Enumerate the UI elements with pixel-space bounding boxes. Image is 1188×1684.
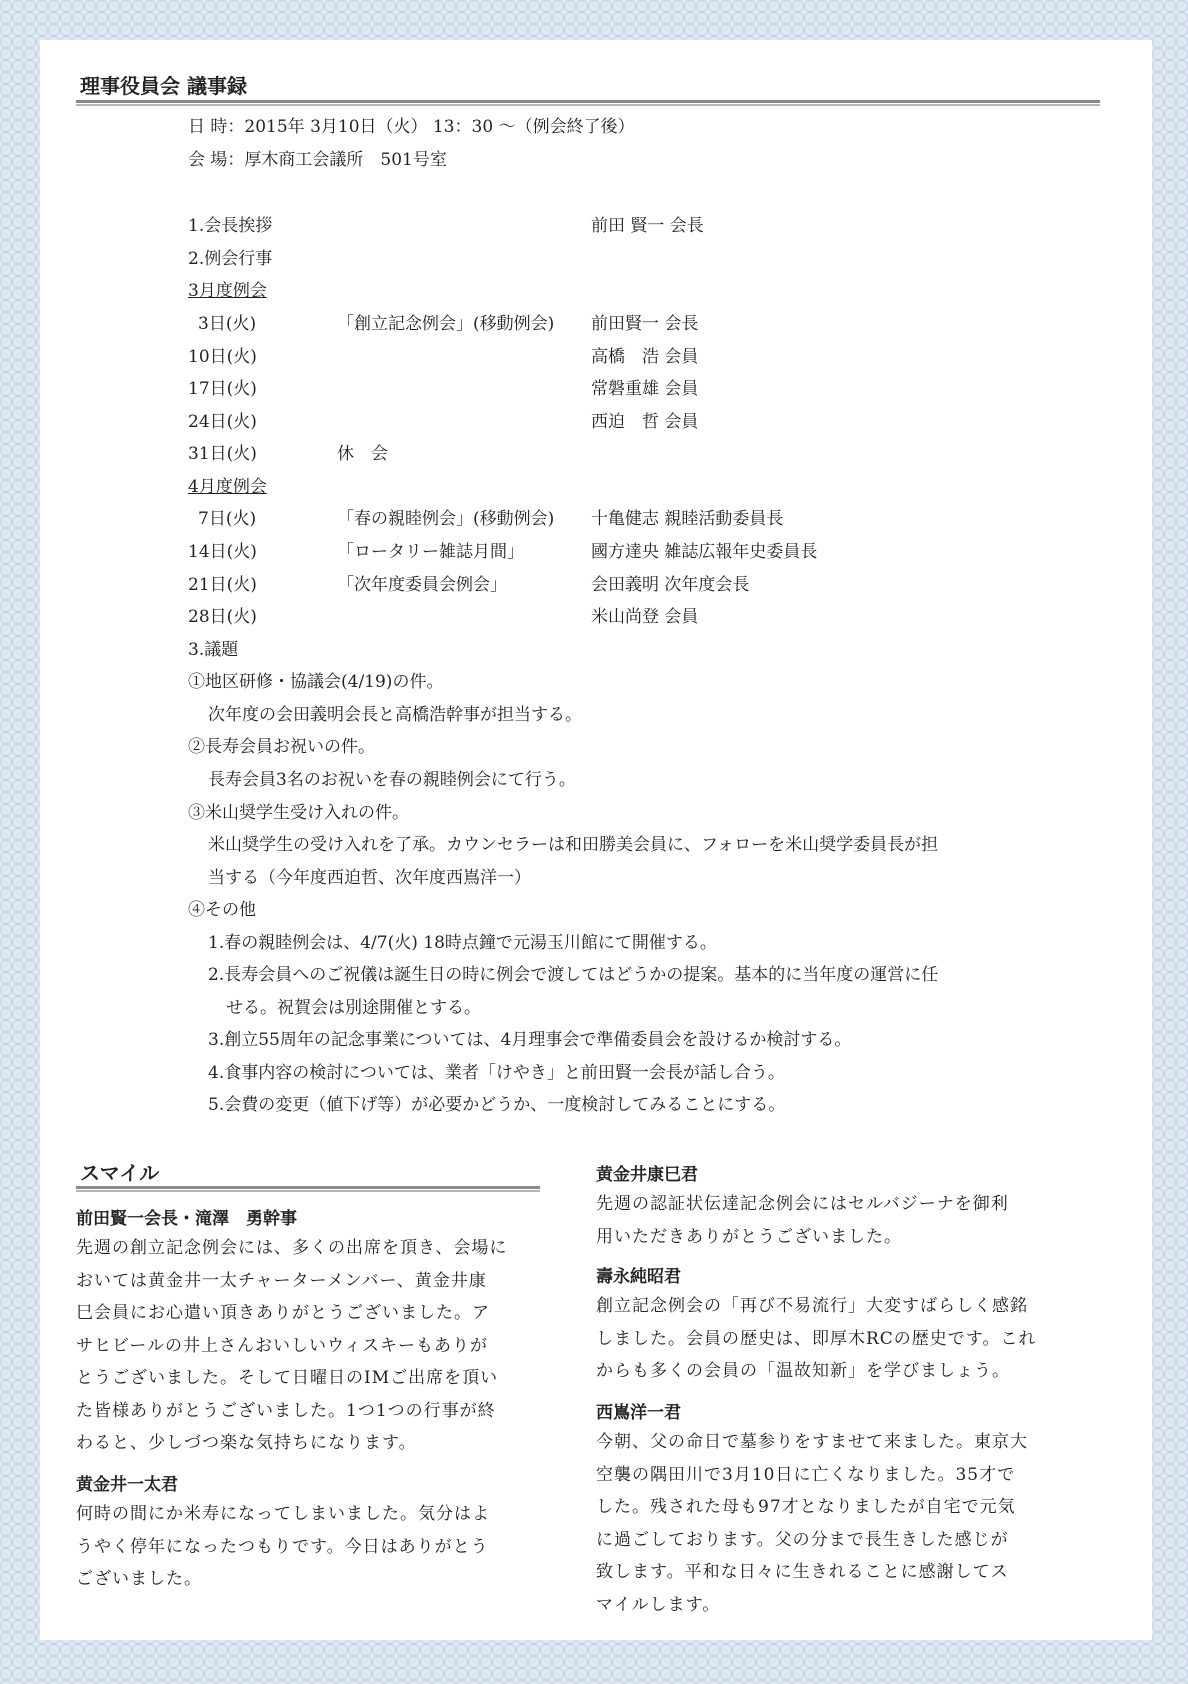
message-line: わると、少しづつ楽な気持ちになります。 [76,1433,417,1453]
message-line: 致します。平和な日々に生きれることに感謝してス [596,1562,1009,1582]
smile-title: スマイル [80,1161,160,1185]
schedule-person: 常磐重雄 会員 [591,379,699,399]
minutes-title: 理事役員会 議事録 [80,74,247,98]
agenda-title: ①地区研修・協議会(4/19)の件。 [188,672,444,692]
message-line: 創立記念例会の「再び不易流行」大変すばらしく感銘 [596,1296,1028,1316]
message-line: た皆様ありがとうございました。1つ1つの行事が終 [76,1400,496,1421]
schedule-person: 國方達央 雑誌広報年史委員長 [591,542,818,562]
schedule-date: 17日(火) [188,379,257,399]
message-line: からも多くの会員の「温故知新」を学びましょう。 [596,1361,1010,1381]
smile-message [596,1426,1028,1621]
smile-message [596,1188,1009,1253]
other-item: せる。祝賀会は別途開催とする。 [226,998,481,1018]
smile-message [76,1498,490,1596]
item-agenda: 3.議題 [188,640,239,660]
schedule-date: 21日(火) [188,575,257,595]
message-line: しました。会員の歴史は、即厚木RCの歴史です。これ [596,1328,1037,1349]
page-sheet [40,40,1152,1640]
message-line: 空襲の隅田川で3月10日に亡くなりました。35才で [596,1464,1016,1485]
message-line: に過ごしております。父の分まで長生きした感じが [596,1529,1009,1550]
agenda-body: 当する（今年度西迫哲、次年度西嶌洋一） [208,868,531,888]
message-line: 先週の認証状伝達記念例会にはセルバジーナを御利 [596,1194,1009,1214]
schedule-event: 「創立記念例会」(移動例会) [337,314,555,334]
schedule-event: 休 会 [337,444,388,464]
agenda-title: ②長寿会員お祝いの件。 [188,737,375,757]
agenda-body: 長寿会員3名のお祝いを春の親睦例会にて行う。 [208,770,576,790]
schedule-event: 「次年度委員会例会」 [337,575,507,595]
message-line: マイルします。 [596,1594,721,1615]
message-line: うやく停年になったつもりです。今日はありがとう [76,1536,489,1557]
schedule-person: 西迫 哲 会員 [591,412,699,432]
item-events: 2.例会行事 [188,249,273,269]
schedule-date: 28日(火) [188,607,257,627]
message-line: サヒビールの井上さんおいしいウィスキーもありが [76,1335,488,1356]
smile-name: 黄金井康巳君 [596,1165,698,1185]
schedule-date: 14日(火) [188,542,257,562]
other-item: 3.創立55周年の記念事業については、4月理事会で準備委員会を設けるか検討する。 [208,1030,852,1050]
agenda-body: 米山奨学生の受け入れを了承。カウンセラーは和田勝美会員に、フォローを米山奨学委員長が担 [208,835,939,855]
minutes-title-rule [76,100,1100,106]
meeting-datetime: 日 時：2015年 3月10日（火） 13：30 ～（例会終了後） [188,117,635,137]
smile-name: 黄金井一太君 [76,1475,178,1495]
message-line: した。残された母も97才となりましたが自宅で元気 [596,1497,1016,1517]
message-line: とうございました。そして日曜日のIMご出席を頂い [76,1368,499,1388]
other-item: 4.食事内容の検討については、業者「けやき」と前田賢一会長が話し合う。 [208,1063,785,1083]
other-item: 2.長寿会員へのご祝儀は誕生日の時に例会で渡してはどうかの提案。基本的に当年度の運営に任 [208,965,939,985]
message-line: 何時の間にか米寿になってしまいました。気分はよ [76,1504,490,1524]
item-greeting-person: 前田 賢一 会長 [591,216,704,236]
schedule-person: 会田義明 次年度会長 [591,575,750,595]
message-line: 用いただきありがとうございました。 [596,1226,902,1247]
schedule-event: 「春の親睦例会」(移動例会) [337,509,555,529]
smile-message [596,1290,1036,1388]
schedule-person: 十亀健志 親睦活動委員長 [591,509,784,529]
message-line: 今朝、父の命日で墓参りをすませて来ました。東京大 [596,1432,1028,1452]
message-line: ございました。 [76,1569,202,1589]
smile-name: 前田賢一会長・滝澤 勇幹事 [76,1209,297,1229]
smile-name: 西嶌洋一君 [596,1403,681,1423]
agenda-title: ③米山奨学生受け入れの件。 [188,803,409,823]
item-greeting: 1.会長挨拶 [188,216,273,236]
march-heading: 3月度例会 [188,281,267,301]
schedule-date: 24日(火) [188,412,257,432]
other-item: 5.会費の変更（値下げ等）が必要かどうか、一度検討してみることにする。 [208,1095,786,1115]
smile-name: 壽永純昭君 [596,1267,681,1287]
schedule-event: 「ロータリー雑誌月間」 [337,542,524,562]
meeting-venue: 会 場：厚木商工会議所 501号室 [188,150,447,170]
smile-message [76,1232,507,1460]
message-line: 先週の創立記念例会には、多くの出席を頂き、会場に [76,1238,508,1258]
schedule-date: 10日(火) [188,347,257,367]
other-item: 1.春の親睦例会は、4/7(火) 18時点鐘で元湯玉川館にて開催する。 [208,933,717,953]
agenda-body: 次年度の会田義明会長と高橋浩幹事が担当する。 [208,705,582,725]
schedule-person: 米山尚登 会員 [591,607,699,627]
agenda-title: ④その他 [188,900,256,920]
schedule-person: 前田賢一 会長 [591,314,699,334]
schedule-person: 高橋 浩 会員 [591,347,699,367]
april-heading: 4月度例会 [188,477,267,497]
message-line: 巳会員にお心遣い頂きありがとうございました。ア [76,1303,490,1323]
schedule-date: 3日(火) [198,314,257,334]
schedule-date: 31日(火) [188,444,257,464]
smile-title-rule [76,1186,540,1192]
schedule-date: 7日(火) [198,509,257,529]
message-line: おいては黄金井一太チャーターメンバー、黄金井康 [76,1270,487,1291]
